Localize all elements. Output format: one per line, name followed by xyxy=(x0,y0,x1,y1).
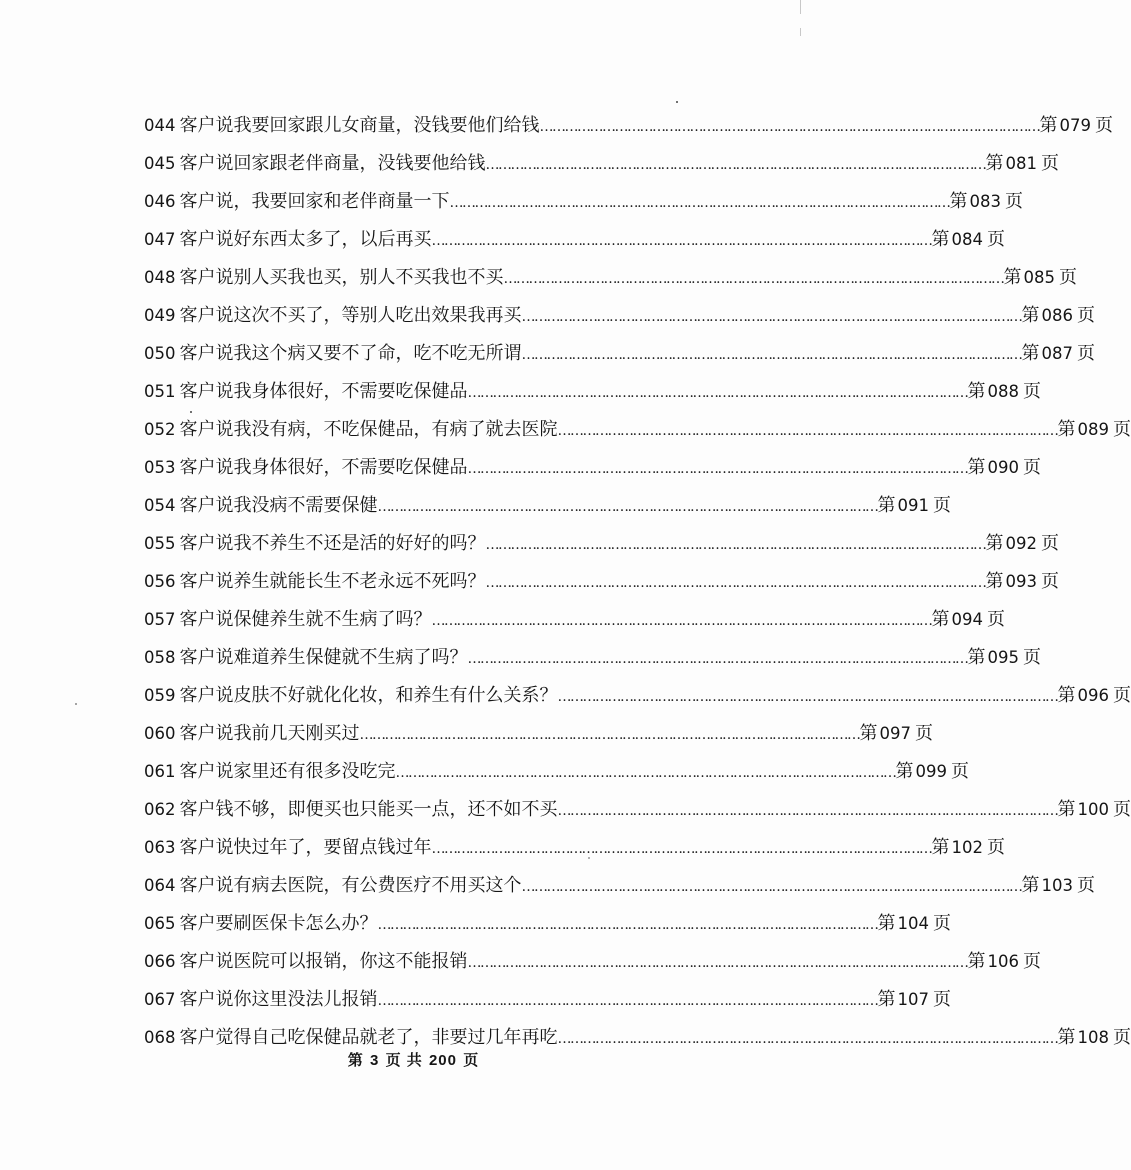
toc-entry xyxy=(144,677,1131,715)
footer-current-page: 3 xyxy=(369,1052,380,1069)
toc-leader-dots: ………………………………………………………………………………………………………… xyxy=(431,841,932,857)
toc-page-number: 092 xyxy=(1005,534,1037,553)
toc-entry-page xyxy=(878,487,952,525)
toc-entry-page xyxy=(860,715,934,753)
footer-total-pages: 200 xyxy=(428,1052,457,1069)
toc-entry-page xyxy=(1004,259,1078,297)
toc-entry-page xyxy=(1058,411,1131,449)
toc-entry-page xyxy=(986,145,1060,183)
toc-entry-page xyxy=(950,183,1024,221)
toc-entry xyxy=(144,525,1059,563)
footer-suffix: 页 xyxy=(463,1052,480,1069)
toc-leader-dots: ………………………………………………………………………………………………………… xyxy=(557,423,1058,439)
scan-speck xyxy=(676,101,678,103)
toc-page-number: 104 xyxy=(897,914,929,933)
toc-page-prefix: 第 xyxy=(859,723,878,744)
toc-entry xyxy=(144,905,951,943)
toc-entry xyxy=(144,221,1005,259)
toc-entry-title: 客户说回家跟老伴商量，没钱要他给钱 xyxy=(179,153,486,174)
toc-entry-page xyxy=(1058,1019,1131,1057)
toc-leader-dots: ………………………………………………………………………………………………………… xyxy=(449,195,950,211)
toc-entry-title: 客户说，我要回家和老伴商量一下 xyxy=(179,191,450,212)
toc-page-prefix: 第 xyxy=(985,153,1004,174)
toc-page-prefix: 第 xyxy=(877,913,896,934)
toc-entry-page xyxy=(1058,791,1131,829)
toc-entry-title: 客户说快过年了，要留点钱过年 xyxy=(179,837,432,858)
toc-page-number: 086 xyxy=(1041,306,1073,325)
toc-entry-number: 046 xyxy=(144,192,176,211)
toc-page-suffix: 页 xyxy=(951,761,969,782)
toc-page-number: 084 xyxy=(951,230,983,249)
toc-page-prefix: 第 xyxy=(877,495,896,516)
toc-entry xyxy=(144,259,1077,297)
toc-leader-dots: ………………………………………………………………………………………………………… xyxy=(467,461,968,477)
toc-page-suffix: 页 xyxy=(1023,951,1041,972)
toc-entry-number: 059 xyxy=(144,686,176,705)
toc-entry-number: 053 xyxy=(144,458,176,477)
toc-page-prefix: 第 xyxy=(895,761,914,782)
toc-page-suffix: 页 xyxy=(933,495,951,516)
toc-entry-title: 客户说医院可以报销，你这不能报销 xyxy=(179,951,468,972)
toc-page-suffix: 页 xyxy=(1023,457,1041,478)
toc-page-number: 099 xyxy=(915,762,947,781)
toc-entry-number: 066 xyxy=(144,952,176,971)
toc-page-suffix: 页 xyxy=(915,723,933,744)
toc-entry-number: 052 xyxy=(144,420,176,439)
toc-leader-dots: ………………………………………………………………………………………………………… xyxy=(467,955,968,971)
toc-leader-dots: ………………………………………………………………………………………………………… xyxy=(377,917,878,933)
toc-entry-title: 客户说皮肤不好就化化妆，和养生有什么关系？ xyxy=(179,685,558,706)
toc-entry xyxy=(144,487,951,525)
toc-leader-dots: ………………………………………………………………………………………………………… xyxy=(485,575,986,591)
toc-entry-number: 065 xyxy=(144,914,176,933)
toc-page-number: 108 xyxy=(1077,1028,1109,1047)
toc-page-number: 090 xyxy=(987,458,1019,477)
toc-page-number: 095 xyxy=(987,648,1019,667)
toc-page-number: 085 xyxy=(1023,268,1055,287)
toc-entry-title: 客户说我身体很好，不需要吃保健品 xyxy=(179,457,468,478)
toc-entry-page xyxy=(968,373,1042,411)
toc-page-prefix: 第 xyxy=(1021,875,1040,896)
toc-entry-page xyxy=(1040,107,1114,145)
toc-entry-number: 055 xyxy=(144,534,176,553)
toc-page-prefix: 第 xyxy=(967,457,986,478)
toc-entry-number: 050 xyxy=(144,344,176,363)
toc-entry-title: 客户说我身体很好，不需要吃保健品 xyxy=(179,381,468,402)
toc-page-prefix: 第 xyxy=(1021,343,1040,364)
toc-entry-page xyxy=(878,905,952,943)
toc-entry xyxy=(144,981,951,1019)
toc-page-number: 083 xyxy=(969,192,1001,211)
toc-page-prefix: 第 xyxy=(1003,267,1022,288)
toc-page-number: 088 xyxy=(987,382,1019,401)
toc-page-suffix: 页 xyxy=(1041,571,1059,592)
toc-page-suffix: 页 xyxy=(987,229,1005,250)
toc-entry-number: 058 xyxy=(144,648,176,667)
toc-page-number: 106 xyxy=(987,952,1019,971)
toc-entry-number: 064 xyxy=(144,876,176,895)
toc-entry-number: 062 xyxy=(144,800,176,819)
toc-entry-number: 044 xyxy=(144,116,176,135)
scan-edge-mark xyxy=(800,0,801,14)
toc-page-suffix: 页 xyxy=(1041,153,1059,174)
toc-page-prefix: 第 xyxy=(931,609,950,630)
toc-page-number: 094 xyxy=(951,610,983,629)
toc-page-suffix: 页 xyxy=(1113,685,1131,706)
toc-page-number: 087 xyxy=(1041,344,1073,363)
toc-entry-page xyxy=(932,221,1006,259)
toc-page-suffix: 页 xyxy=(933,989,951,1010)
toc-entry-title: 客户说别人买我也买，别人不买我也不买 xyxy=(179,267,504,288)
toc-entry-page xyxy=(968,449,1042,487)
toc-entry-title: 客户说你这里没法儿报销 xyxy=(179,989,378,1010)
toc-leader-dots: ………………………………………………………………………………………………………… xyxy=(359,727,860,743)
toc-entry-title: 客户说我不养生不还是活的好好的吗？ xyxy=(179,533,486,554)
toc-leader-dots: ………………………………………………………………………………………………………… xyxy=(431,613,932,629)
table-of-contents xyxy=(144,107,1131,1057)
toc-entry-number: 056 xyxy=(144,572,176,591)
toc-page-prefix: 第 xyxy=(985,533,1004,554)
page-footer xyxy=(0,1049,827,1070)
toc-entry-title: 客户钱不够，即便买也只能买一点，还不如不买 xyxy=(179,799,558,820)
toc-entry-number: 045 xyxy=(144,154,176,173)
toc-entry-title: 客户说这次不买了，等别人吃出效果我再买 xyxy=(179,305,522,326)
toc-page-suffix: 页 xyxy=(1059,267,1077,288)
toc-page-suffix: 页 xyxy=(1113,1027,1131,1048)
toc-leader-dots: ………………………………………………………………………………………………………… xyxy=(467,651,968,667)
toc-page-prefix: 第 xyxy=(931,229,950,250)
toc-page-prefix: 第 xyxy=(1057,799,1076,820)
toc-page-suffix: 页 xyxy=(1041,533,1059,554)
toc-page-suffix: 页 xyxy=(987,837,1005,858)
toc-leader-dots: ………………………………………………………………………………………………………… xyxy=(431,233,932,249)
toc-entry-page xyxy=(896,753,970,791)
toc-leader-dots: ………………………………………………………………………………………………………… xyxy=(377,499,878,515)
toc-entry-page xyxy=(932,829,1006,867)
toc-entry xyxy=(144,867,1095,905)
toc-entry-title: 客户说有病去医院，有公费医疗不用买这个 xyxy=(179,875,522,896)
toc-page-number: 093 xyxy=(1005,572,1037,591)
toc-page-prefix: 第 xyxy=(1021,305,1040,326)
toc-entry-page xyxy=(1022,297,1096,335)
toc-entry-number: 068 xyxy=(144,1028,176,1047)
toc-entry-page xyxy=(932,601,1006,639)
toc-entry-number: 060 xyxy=(144,724,176,743)
toc-page-prefix: 第 xyxy=(985,571,1004,592)
toc-page-number: 081 xyxy=(1005,154,1037,173)
toc-entry xyxy=(144,145,1059,183)
toc-entry-number: 057 xyxy=(144,610,176,629)
toc-entry-title: 客户说难道养生保健就不生病了吗？ xyxy=(179,647,468,668)
toc-entry-title: 客户说我没有病，不吃保健品，有病了就去医院 xyxy=(179,419,558,440)
toc-entry-number: 047 xyxy=(144,230,176,249)
toc-leader-dots: ………………………………………………………………………………………………………… xyxy=(485,157,986,173)
toc-entry-title: 客户说家里还有很多没吃完 xyxy=(179,761,396,782)
toc-leader-dots: ………………………………………………………………………………………………………… xyxy=(377,993,878,1009)
toc-page-prefix: 第 xyxy=(967,647,986,668)
toc-page-prefix: 第 xyxy=(931,837,950,858)
toc-entry-page xyxy=(968,639,1042,677)
toc-entry xyxy=(144,411,1131,449)
toc-page-suffix: 页 xyxy=(933,913,951,934)
toc-entry xyxy=(144,715,933,753)
toc-page-number: 100 xyxy=(1077,800,1109,819)
toc-entry-title: 客户说我要回家跟儿女商量，没钱要他们给钱 xyxy=(179,115,540,136)
toc-entry-title: 客户觉得自己吃保健品就老了，非要过几年再吃 xyxy=(179,1027,558,1048)
toc-page-suffix: 页 xyxy=(1077,305,1095,326)
toc-page-suffix: 页 xyxy=(1077,875,1095,896)
toc-page-number: 089 xyxy=(1077,420,1109,439)
toc-entry-number: 067 xyxy=(144,990,176,1009)
toc-entry-page xyxy=(986,525,1060,563)
toc-page-number: 091 xyxy=(897,496,929,515)
toc-leader-dots: ………………………………………………………………………………………………………… xyxy=(467,385,968,401)
scan-speck xyxy=(75,703,77,705)
toc-entry-title: 客户说我这个病又要不了命，吃不吃无所谓 xyxy=(179,343,522,364)
toc-page-prefix: 第 xyxy=(1057,1027,1076,1048)
toc-entry-page xyxy=(878,981,952,1019)
toc-entry-title: 客户说我前几天刚买过 xyxy=(179,723,360,744)
toc-page-suffix: 页 xyxy=(1023,381,1041,402)
toc-entry xyxy=(144,639,1041,677)
toc-entry-title: 客户说好东西太多了，以后再买 xyxy=(179,229,432,250)
toc-entry-title: 客户说养生就能长生不老永远不死吗？ xyxy=(179,571,486,592)
footer-prefix: 第 xyxy=(347,1052,364,1069)
toc-leader-dots: ………………………………………………………………………………………………………… xyxy=(485,537,986,553)
toc-page-prefix: 第 xyxy=(949,191,968,212)
toc-entry-page xyxy=(1022,867,1096,905)
toc-page-number: 103 xyxy=(1041,876,1073,895)
toc-entry-page xyxy=(1022,335,1096,373)
toc-entry xyxy=(144,373,1041,411)
toc-page-number: 079 xyxy=(1059,116,1091,135)
toc-leader-dots: ………………………………………………………………………………………………………… xyxy=(521,879,1022,895)
toc-leader-dots: ………………………………………………………………………………………………………… xyxy=(521,309,1022,325)
toc-leader-dots: ………………………………………………………………………………………………………… xyxy=(557,1031,1058,1047)
toc-entry xyxy=(144,107,1113,145)
toc-entry-page xyxy=(986,563,1060,601)
toc-entry-number: 061 xyxy=(144,762,176,781)
toc-entry xyxy=(144,449,1041,487)
toc-page-number: 097 xyxy=(879,724,911,743)
toc-page-prefix: 第 xyxy=(1057,419,1076,440)
toc-leader-dots: ………………………………………………………………………………………………………… xyxy=(557,803,1058,819)
toc-entry xyxy=(144,601,1005,639)
toc-entry-page xyxy=(968,943,1042,981)
toc-page-number: 096 xyxy=(1077,686,1109,705)
toc-entry xyxy=(144,183,1023,221)
toc-page-prefix: 第 xyxy=(967,381,986,402)
toc-page-suffix: 页 xyxy=(1113,799,1131,820)
toc-page-prefix: 第 xyxy=(1057,685,1076,706)
toc-entry xyxy=(144,791,1131,829)
toc-entry xyxy=(144,297,1095,335)
toc-entry-page xyxy=(1058,677,1131,715)
toc-entry-title: 客户说我没病不需要保健 xyxy=(179,495,378,516)
toc-entry-number: 048 xyxy=(144,268,176,287)
toc-page-suffix: 页 xyxy=(1023,647,1041,668)
toc-page-suffix: 页 xyxy=(1005,191,1023,212)
toc-page-prefix: 第 xyxy=(877,989,896,1010)
toc-entry xyxy=(144,943,1041,981)
toc-entry-number: 054 xyxy=(144,496,176,515)
toc-entry-number: 049 xyxy=(144,306,176,325)
toc-entry xyxy=(144,753,969,791)
toc-entry-number: 063 xyxy=(144,838,176,857)
scan-edge-mark xyxy=(800,28,801,36)
toc-page-suffix: 页 xyxy=(987,609,1005,630)
toc-leader-dots: ………………………………………………………………………………………………………… xyxy=(539,119,1040,135)
toc-page-prefix: 第 xyxy=(967,951,986,972)
footer-middle: 页 共 xyxy=(385,1052,423,1069)
toc-entry-title: 客户说保健养生就不生病了吗？ xyxy=(179,609,432,630)
toc-leader-dots: ………………………………………………………………………………………………………… xyxy=(521,347,1022,363)
toc-page-prefix: 第 xyxy=(1039,115,1058,136)
toc-entry-title: 客户要刷医保卡怎么办？ xyxy=(179,913,378,934)
toc-leader-dots: ………………………………………………………………………………………………………… xyxy=(557,689,1058,705)
toc-page-suffix: 页 xyxy=(1113,419,1131,440)
toc-entry xyxy=(144,563,1059,601)
toc-page-suffix: 页 xyxy=(1095,115,1113,136)
toc-page-suffix: 页 xyxy=(1077,343,1095,364)
toc-entry xyxy=(144,829,1005,867)
toc-page-number: 102 xyxy=(951,838,983,857)
toc-leader-dots: ………………………………………………………………………………………………………… xyxy=(395,765,896,781)
toc-entry-number: 051 xyxy=(144,382,176,401)
toc-page-number: 107 xyxy=(897,990,929,1009)
toc-entry xyxy=(144,335,1095,373)
toc-leader-dots: ………………………………………………………………………………………………………… xyxy=(503,271,1004,287)
